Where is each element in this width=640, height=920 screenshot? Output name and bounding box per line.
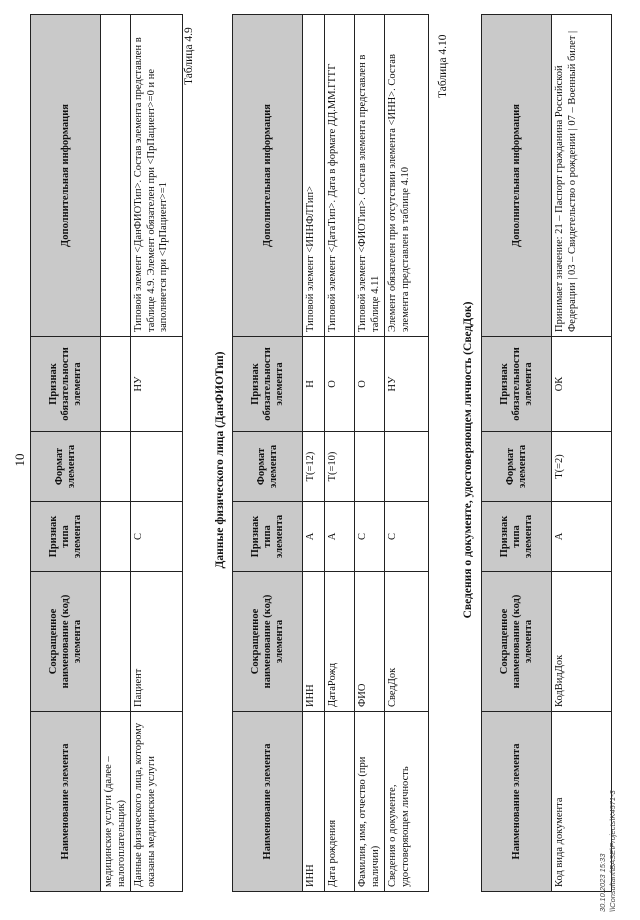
table-4-10 [481, 14, 612, 892]
table-cell [355, 432, 385, 502]
table-cell: С [131, 502, 183, 572]
column-header: Дополнительная информация [233, 15, 303, 337]
column-header: Признак обязательности элемента [482, 337, 552, 432]
column-header: Сокращенное наименование (код) элемента [482, 572, 552, 712]
table-cell: ОК [552, 337, 612, 432]
table-cell: ИНН [303, 572, 325, 712]
page-number: 10 [12, 453, 27, 467]
table-cell: Типовой элемент <ФИОТип>. Состав элемента представлен в таблице 4.11 [355, 15, 385, 337]
table-cell: Код вида документа [552, 712, 612, 892]
table-cell: ФИО [355, 572, 385, 712]
table-cell: А [325, 502, 355, 572]
table-row [355, 15, 385, 892]
table-row [325, 15, 355, 892]
table-cell: С [385, 502, 429, 572]
header-row [482, 15, 552, 892]
column-header: Сокращенное наименование (код) элемента [31, 572, 101, 712]
column-header: Дополнительная информация [31, 15, 101, 337]
table-4-9-label: Таблица 4.9 [183, 27, 195, 85]
table-cell [101, 337, 131, 432]
table-cell: Типовой элемент <ИННФЛТип> [303, 15, 325, 337]
column-header: Формат элемента [233, 432, 303, 502]
column-header: Формат элемента [482, 432, 552, 502]
column-header: Признак типа элемента [31, 502, 101, 572]
table-cell [101, 502, 131, 572]
table-row [303, 15, 325, 892]
column-header: Дополнительная информация [482, 15, 552, 337]
column-header: Признак типа элемента [233, 502, 303, 572]
footer-stamp [598, 790, 618, 912]
footer-line-1: 30.10.2023 15:33 [598, 853, 607, 912]
table-cell: Элемент обязателен при отсутствии элемента <ИНН>. Состав элемента представлен в таблице 4.10 [385, 15, 429, 337]
table-row [385, 15, 429, 892]
table-cell: Типовой элемент <ДанФИОТип>. Состав элемента представлен в таблице 4.9. Элемент обязателен при <ПрПациент>=0 и не заполняется при <ПрПациент>=1 [131, 15, 183, 337]
table-cell: НУ [131, 337, 183, 432]
table-cell [385, 432, 429, 502]
table-cell: СведДок [385, 572, 429, 712]
table-prev [30, 14, 183, 892]
table-cell: Данные физического лица, которому оказаны медицинские услуги [131, 712, 183, 892]
column-header: Признак типа элемента [482, 502, 552, 572]
table-4-9 [232, 14, 429, 892]
table-row [131, 15, 183, 892]
table-4-10-title: Сведения о документе, удостоверяющем личность (СведДок) [462, 301, 474, 619]
column-header: Наименование элемента [482, 712, 552, 892]
column-header: Признак обязательности элемента [31, 337, 101, 432]
table-cell: ДатаРожд [325, 572, 355, 712]
table-cell [131, 432, 183, 502]
table-cell: медицинские услуги (далее – налогоплательщик) [101, 712, 131, 892]
table-row [101, 15, 131, 892]
column-header: Признак обязательности элемента [233, 337, 303, 432]
table-cell [101, 15, 131, 337]
table-cell: Дата рождения [325, 712, 355, 892]
table-cell: Пациент [131, 572, 183, 712]
column-header: Сокращенное наименование (код) элемента [233, 572, 303, 712]
table-cell: А [303, 502, 325, 572]
table-cell: НУ [385, 337, 429, 432]
table-cell: Типовой элемент <ДатаТип>. Дата в формате ДД.ММ.ГГГГ [325, 15, 355, 337]
table-cell: О [355, 337, 385, 432]
table-cell: Принимает значение: 21 – Паспорт гражданина Российской Федерации | 03 – Свидетельство о рождении | 07 – Военный билет | [552, 15, 612, 337]
column-header: Формат элемента [31, 432, 101, 502]
table-4-10-label: Таблица 4.10 [437, 34, 449, 98]
table-cell [101, 432, 131, 502]
table-cell: О [325, 337, 355, 432]
header-row [31, 15, 101, 892]
table-cell: С [355, 502, 385, 572]
footer-line-2: \\Consultant\BASE\Projects\K4571-3 [608, 790, 617, 912]
table-cell: T(=10) [325, 432, 355, 502]
column-header: Наименование элемента [31, 712, 101, 892]
table-row [552, 15, 612, 892]
table-cell: ИНН [303, 712, 325, 892]
table-4-9-title: Данные физического лица (ДанФИОТип) [214, 351, 226, 569]
table-cell: Н [303, 337, 325, 432]
column-header: Наименование элемента [233, 712, 303, 892]
table-cell: КодВидДок [552, 572, 612, 712]
table-cell: T(=2) [552, 432, 612, 502]
header-row [233, 15, 303, 892]
table-cell: Фамилия, имя, отчество (при наличии) [355, 712, 385, 892]
table-cell: Сведения о документе, удостоверяющем личность [385, 712, 429, 892]
table-cell [101, 572, 131, 712]
table-cell: А [552, 502, 612, 572]
table-cell: T(=12) [303, 432, 325, 502]
